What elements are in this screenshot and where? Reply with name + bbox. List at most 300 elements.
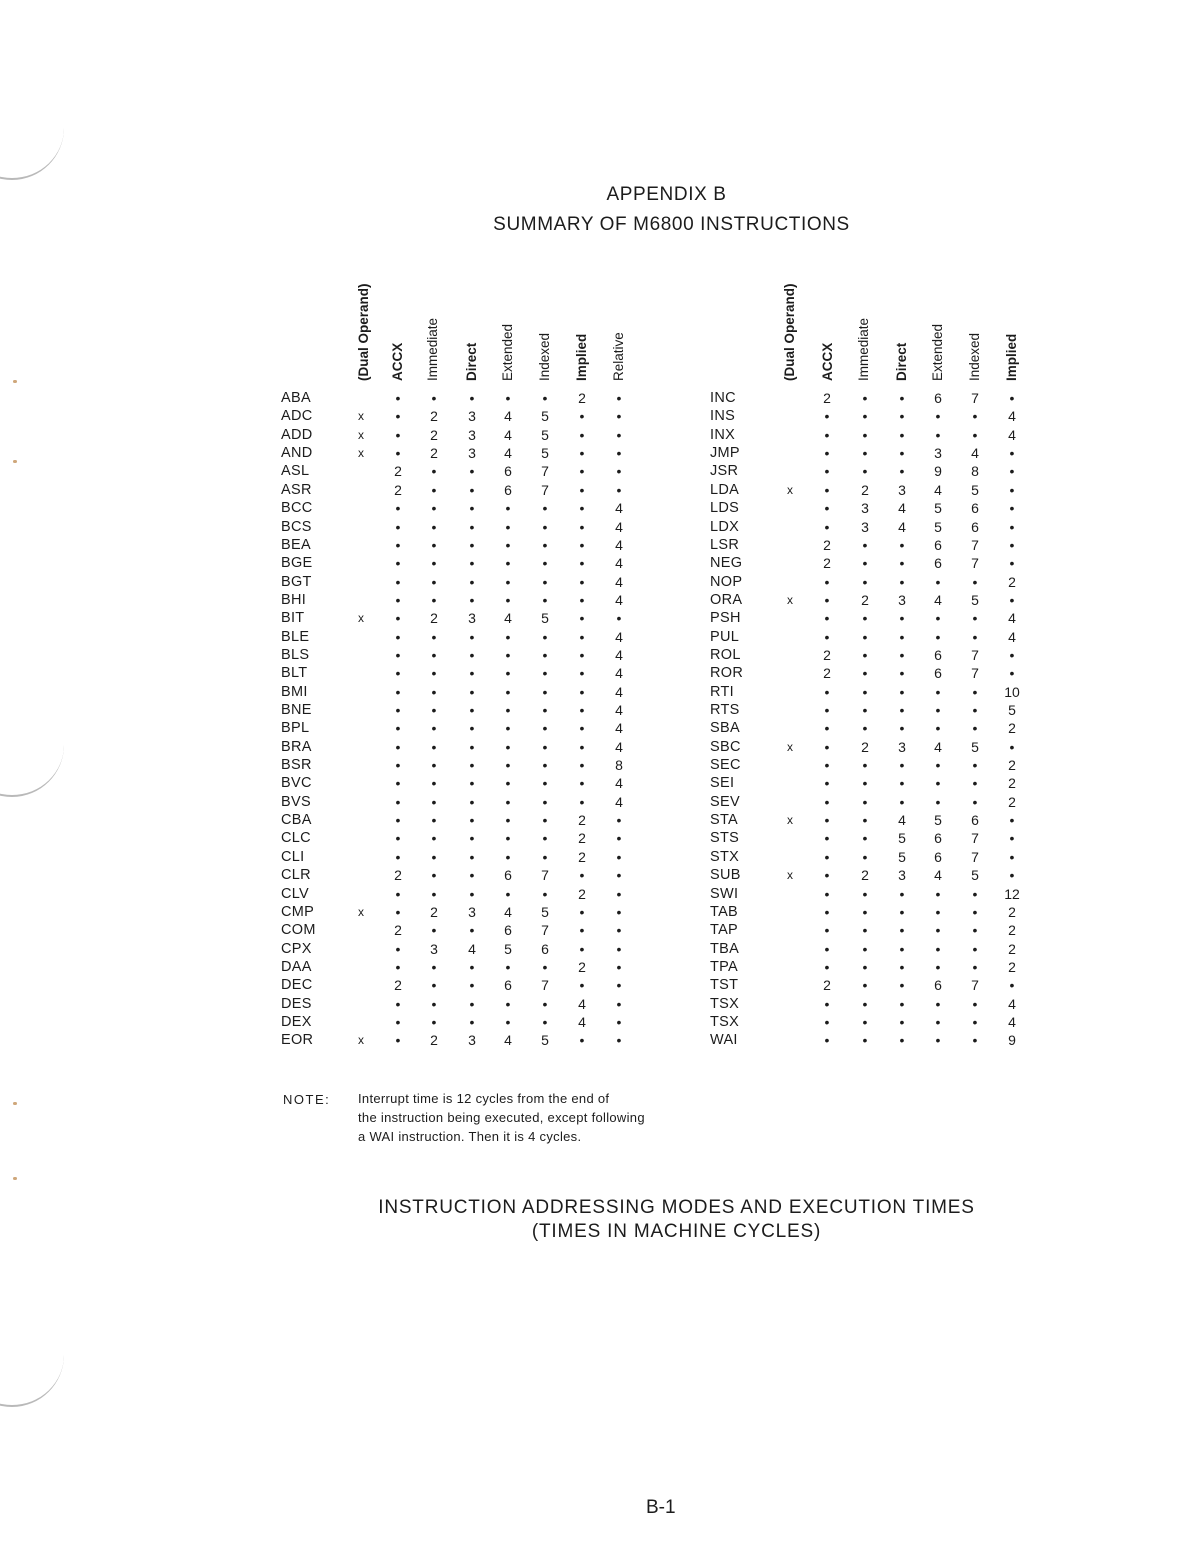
binder-hole-mark-middle: [0, 735, 64, 797]
cycle-cell: 2: [1008, 720, 1016, 737]
cycle-cell: 2: [578, 848, 586, 865]
cycle-cell: 2: [1008, 922, 1016, 939]
cycle-cell: •: [824, 848, 830, 865]
cycle-cell: •: [431, 775, 437, 792]
cycle-cell: 4: [615, 775, 623, 792]
left-header-accx: ACCX: [390, 342, 405, 381]
cycle-cell: •: [935, 903, 941, 920]
cycle-cell: •: [505, 591, 511, 608]
cycle-cell: •: [431, 995, 437, 1012]
cycle-cell: 3: [898, 481, 906, 498]
right-header-accx: ACCX: [820, 342, 835, 381]
cycle-cell: •: [579, 591, 585, 608]
cycle-cell: •: [542, 702, 548, 718]
instruction-mnemonic: AND: [281, 445, 313, 462]
cycle-cell: •: [431, 518, 437, 535]
cycle-cell: •: [862, 977, 868, 994]
cycle-cell: •: [899, 463, 905, 480]
cycle-cell: •: [824, 885, 830, 902]
instruction-mnemonic: DEX: [281, 1013, 312, 1030]
cycle-cell: 6: [971, 500, 979, 517]
cycle-cell: •: [431, 867, 437, 884]
instruction-mnemonic: TSX: [710, 1013, 740, 1030]
cycle-cell: •: [899, 628, 905, 645]
cycle-cell: 2: [430, 426, 438, 443]
cycle-cell: •: [862, 885, 868, 902]
right-header-direct: Direct: [894, 342, 909, 381]
cycle-cell: 4: [898, 500, 906, 517]
cycle-cell: •: [505, 958, 511, 975]
cycle-cell: •: [542, 500, 548, 517]
cycle-cell: 6: [971, 812, 979, 828]
cycle-cell: 4: [1008, 408, 1016, 425]
cycle-cell: 4: [615, 628, 623, 645]
cycle-cell: 2: [578, 812, 586, 828]
cycle-cell: •: [395, 665, 401, 682]
cycle-cell: 2: [430, 408, 438, 425]
cycle-cell: 6: [971, 518, 979, 535]
cycle-cell: 2: [394, 481, 402, 498]
cycle-cell: 2: [1008, 958, 1016, 975]
cycle-cell: •: [899, 702, 905, 718]
instruction-mnemonic: PSH: [710, 610, 741, 627]
instruction-mnemonic: NEG: [710, 555, 743, 572]
cycle-cell: •: [616, 390, 622, 406]
cycle-cell: •: [824, 518, 830, 535]
instruction-mnemonic: BGE: [281, 555, 313, 572]
cycle-cell: •: [395, 885, 401, 902]
cycle-cell: •: [469, 867, 475, 884]
cycle-cell: •: [431, 757, 437, 773]
cycle-cell: •: [579, 738, 585, 755]
cycle-cell: 4: [615, 738, 623, 755]
cycle-cell: •: [1009, 665, 1015, 682]
cycle-cell: •: [469, 683, 475, 700]
instruction-mnemonic: CBA: [281, 812, 312, 828]
dual-operand-cell: x: [358, 446, 364, 461]
left-header-direct: Direct: [464, 342, 479, 381]
cycle-cell: 4: [504, 1032, 512, 1049]
right-header-indexed: Indexed: [967, 332, 982, 381]
cycle-cell: 4: [504, 903, 512, 920]
instruction-mnemonic: ROR: [710, 665, 744, 682]
cycle-cell: •: [616, 610, 622, 627]
cycle-cell: •: [395, 903, 401, 920]
cycle-cell: •: [972, 793, 978, 810]
cycle-cell: •: [935, 720, 941, 737]
cycle-cell: •: [505, 665, 511, 682]
cycle-cell: 5: [541, 426, 549, 443]
cycle-cell: •: [862, 793, 868, 810]
cycle-cell: 2: [823, 646, 831, 663]
cycle-cell: •: [505, 830, 511, 847]
cycle-cell: •: [505, 995, 511, 1012]
cycle-cell: •: [469, 793, 475, 810]
cycle-cell: •: [469, 463, 475, 480]
instruction-mnemonic: TBA: [710, 940, 740, 957]
cycle-cell: 5: [971, 591, 979, 608]
cycle-cell: •: [469, 518, 475, 535]
cycle-cell: •: [862, 390, 868, 406]
scan-speck: [13, 380, 17, 383]
cycle-cell: •: [935, 683, 941, 700]
instruction-mnemonic: STS: [710, 830, 740, 847]
cycle-cell: 4: [898, 812, 906, 828]
instruction-mnemonic: BIT: [281, 610, 305, 627]
cycle-cell: •: [431, 390, 437, 406]
cycle-cell: 5: [541, 445, 549, 462]
cycle-cell: 5: [541, 903, 549, 920]
cycle-cell: •: [469, 1013, 475, 1030]
cycle-cell: 3: [898, 591, 906, 608]
cycle-cell: •: [431, 665, 437, 682]
cycle-cell: 3: [468, 408, 476, 425]
cycle-cell: •: [505, 573, 511, 590]
cycle-cell: •: [972, 757, 978, 773]
cycle-cell: 4: [934, 867, 942, 884]
cycle-cell: •: [431, 830, 437, 847]
instruction-mnemonic: ROL: [710, 646, 741, 663]
left-header-extended: Extended: [500, 323, 515, 381]
instruction-mnemonic: CLI: [281, 848, 305, 865]
cycle-cell: 7: [971, 848, 979, 865]
cycle-cell: •: [431, 885, 437, 902]
instruction-mnemonic: JMP: [710, 445, 740, 462]
cycle-cell: •: [395, 757, 401, 773]
cycle-cell: 7: [971, 665, 979, 682]
instruction-mnemonic: SEC: [710, 757, 741, 773]
cycle-cell: •: [824, 775, 830, 792]
cycle-cell: •: [616, 463, 622, 480]
cycle-cell: •: [542, 665, 548, 682]
instruction-mnemonic: BHI: [281, 591, 307, 608]
cycle-cell: •: [431, 977, 437, 994]
cycle-cell: 6: [504, 977, 512, 994]
cycle-cell: 2: [861, 481, 869, 498]
cycle-cell: 5: [541, 1032, 549, 1049]
cycle-cell: •: [395, 573, 401, 590]
cycle-cell: •: [824, 958, 830, 975]
cycle-cell: 4: [615, 646, 623, 663]
cycle-cell: •: [935, 757, 941, 773]
cycle-cell: 4: [971, 445, 979, 462]
cycle-cell: 5: [1008, 702, 1016, 718]
cycle-cell: •: [395, 591, 401, 608]
cycle-cell: 4: [615, 555, 623, 572]
instruction-mnemonic: TSX: [710, 995, 740, 1012]
cycle-cell: 2: [823, 977, 831, 994]
cycle-cell: •: [542, 812, 548, 828]
cycle-cell: •: [616, 940, 622, 957]
cycle-cell: 4: [934, 591, 942, 608]
cycle-cell: 4: [615, 536, 623, 553]
cycle-cell: •: [862, 903, 868, 920]
cycle-cell: •: [431, 463, 437, 480]
cycle-cell: 6: [504, 867, 512, 884]
cycle-cell: 5: [898, 830, 906, 847]
instruction-mnemonic: BLS: [281, 646, 310, 663]
cycle-cell: 6: [934, 646, 942, 663]
cycle-cell: 5: [971, 481, 979, 498]
cycle-cell: •: [616, 848, 622, 865]
cycle-cell: •: [505, 683, 511, 700]
instruction-mnemonic: BCC: [281, 500, 313, 517]
cycle-cell: •: [579, 922, 585, 939]
cycle-cell: •: [935, 573, 941, 590]
cycle-cell: •: [505, 757, 511, 773]
cycle-cell: •: [542, 683, 548, 700]
cycle-cell: •: [579, 702, 585, 718]
cycle-cell: •: [505, 848, 511, 865]
cycle-cell: 2: [823, 555, 831, 572]
cycle-cell: 12: [1004, 885, 1020, 902]
dual-operand-cell: x: [787, 482, 793, 497]
instruction-mnemonic: TAP: [710, 922, 739, 939]
cycle-cell: 9: [1008, 1032, 1016, 1049]
instruction-mnemonic: CLR: [281, 867, 311, 884]
cycle-cell: •: [862, 757, 868, 773]
cycle-cell: •: [431, 573, 437, 590]
cycle-cell: •: [935, 702, 941, 718]
table-caption-line2: (TIMES IN MACHINE CYCLES): [531, 1221, 822, 1242]
cycle-cell: •: [542, 757, 548, 773]
cycle-cell: •: [469, 646, 475, 663]
cycle-cell: •: [431, 848, 437, 865]
cycle-cell: 5: [934, 812, 942, 828]
cycle-cell: •: [431, 646, 437, 663]
cycle-cell: •: [579, 426, 585, 443]
cycle-cell: 6: [504, 481, 512, 498]
cycle-cell: •: [1009, 646, 1015, 663]
cycle-cell: •: [469, 591, 475, 608]
cycle-cell: 3: [861, 518, 869, 535]
cycle-cell: •: [542, 885, 548, 902]
cycle-cell: •: [616, 1032, 622, 1049]
cycle-cell: •: [469, 628, 475, 645]
cycle-cell: •: [824, 867, 830, 884]
cycle-cell: •: [972, 885, 978, 902]
cycle-cell: •: [431, 628, 437, 645]
cycle-cell: 2: [861, 867, 869, 884]
instruction-mnemonic: LDA: [710, 481, 740, 498]
cycle-cell: •: [431, 500, 437, 517]
cycle-cell: •: [431, 536, 437, 553]
cycle-cell: •: [824, 628, 830, 645]
cycle-cell: •: [579, 628, 585, 645]
cycle-cell: •: [579, 536, 585, 553]
cycle-cell: •: [469, 848, 475, 865]
cycle-cell: 3: [468, 426, 476, 443]
cycle-cell: 7: [971, 555, 979, 572]
cycle-cell: •: [899, 555, 905, 572]
cycle-cell: •: [1009, 867, 1015, 884]
cycle-cell: 3: [468, 903, 476, 920]
cycle-cell: •: [542, 720, 548, 737]
cycle-cell: •: [899, 995, 905, 1012]
cycle-cell: •: [899, 426, 905, 443]
cycle-cell: •: [824, 830, 830, 847]
cycle-cell: •: [542, 775, 548, 792]
cycle-cell: •: [972, 995, 978, 1012]
cycle-cell: •: [1009, 481, 1015, 498]
cycle-cell: 3: [898, 867, 906, 884]
cycle-cell: 6: [934, 848, 942, 865]
cycle-cell: 4: [934, 481, 942, 498]
instruction-mnemonic: ORA: [710, 591, 743, 608]
cycle-cell: •: [899, 720, 905, 737]
cycle-cell: •: [616, 445, 622, 462]
cycle-cell: 7: [541, 481, 549, 498]
cycle-cell: •: [542, 591, 548, 608]
cycle-cell: •: [899, 1013, 905, 1030]
cycle-cell: •: [824, 720, 830, 737]
cycle-cell: 6: [504, 922, 512, 939]
cycle-cell: •: [824, 445, 830, 462]
cycle-cell: •: [972, 628, 978, 645]
cycle-cell: •: [395, 646, 401, 663]
cycle-cell: •: [616, 426, 622, 443]
cycle-cell: •: [542, 518, 548, 535]
left-header-indexed: Indexed: [537, 332, 552, 381]
cycle-cell: •: [972, 408, 978, 425]
cycle-cell: •: [469, 665, 475, 682]
cycle-cell: •: [395, 1013, 401, 1030]
binder-hole-mark-bottom: [0, 1345, 64, 1407]
instruction-mnemonic: DEC: [281, 977, 313, 994]
cycle-cell: 8: [971, 463, 979, 480]
cycle-cell: •: [935, 995, 941, 1012]
cycle-cell: •: [1009, 738, 1015, 755]
cycle-cell: •: [579, 867, 585, 884]
cycle-cell: •: [395, 775, 401, 792]
cycle-cell: 2: [1008, 793, 1016, 810]
cycle-cell: 6: [934, 665, 942, 682]
cycle-cell: •: [824, 702, 830, 718]
cycle-cell: •: [616, 408, 622, 425]
cycle-cell: •: [579, 1032, 585, 1049]
right-header-extended: Extended: [930, 323, 945, 381]
cycle-cell: •: [899, 775, 905, 792]
cycle-cell: •: [395, 390, 401, 406]
cycle-cell: •: [395, 793, 401, 810]
note-label: NOTE:: [283, 1092, 331, 1107]
instruction-mnemonic: BPL: [281, 720, 310, 737]
cycle-cell: •: [431, 720, 437, 737]
dual-operand-cell: x: [358, 1033, 364, 1048]
cycle-cell: •: [395, 408, 401, 425]
cycle-cell: •: [899, 665, 905, 682]
instruction-mnemonic: TPA: [710, 958, 739, 975]
cycle-cell: •: [899, 445, 905, 462]
cycle-cell: •: [862, 610, 868, 627]
instruction-mnemonic: CMP: [281, 903, 315, 920]
cycle-cell: •: [395, 445, 401, 462]
cycle-cell: 8: [615, 757, 623, 773]
cycle-cell: 4: [504, 426, 512, 443]
dual-operand-cell: x: [787, 739, 793, 754]
cycle-cell: •: [469, 977, 475, 994]
cycle-cell: •: [579, 610, 585, 627]
instruction-mnemonic: LDX: [710, 518, 740, 535]
instruction-mnemonic: WAI: [710, 1032, 738, 1049]
cycle-cell: 6: [541, 940, 549, 957]
cycle-cell: •: [579, 940, 585, 957]
cycle-cell: •: [469, 830, 475, 847]
cycle-cell: •: [935, 885, 941, 902]
cycle-cell: •: [616, 977, 622, 994]
cycle-cell: •: [862, 995, 868, 1012]
cycle-cell: •: [505, 812, 511, 828]
cycle-cell: 5: [971, 738, 979, 755]
cycle-cell: •: [862, 555, 868, 572]
cycle-cell: •: [935, 958, 941, 975]
cycle-cell: •: [935, 1013, 941, 1030]
cycle-cell: •: [824, 463, 830, 480]
cycle-cell: •: [616, 958, 622, 975]
instruction-mnemonic: DAA: [281, 958, 312, 975]
cycle-cell: 4: [1008, 628, 1016, 645]
instruction-mnemonic: DES: [281, 995, 312, 1012]
cycle-cell: •: [824, 591, 830, 608]
cycle-cell: •: [824, 757, 830, 773]
cycle-cell: •: [862, 426, 868, 443]
cycle-cell: •: [542, 738, 548, 755]
instruction-mnemonic: INS: [710, 408, 736, 425]
cycle-cell: •: [469, 500, 475, 517]
cycle-cell: 2: [394, 463, 402, 480]
cycle-cell: •: [824, 793, 830, 810]
instruction-mnemonic: BVS: [281, 793, 311, 810]
cycle-cell: •: [972, 1013, 978, 1030]
cycle-cell: •: [395, 702, 401, 718]
instruction-mnemonic: STA: [710, 812, 739, 828]
right-header-dual-operand: (Dual Operand): [782, 283, 797, 381]
cycle-cell: •: [469, 995, 475, 1012]
cycle-cell: 4: [615, 720, 623, 737]
cycle-cell: •: [431, 793, 437, 810]
dual-operand-cell: x: [358, 427, 364, 442]
cycle-cell: •: [1009, 830, 1015, 847]
cycle-cell: •: [395, 1032, 401, 1049]
cycle-cell: •: [972, 426, 978, 443]
instruction-mnemonic: SUB: [710, 867, 741, 884]
cycle-cell: •: [505, 775, 511, 792]
cycle-cell: •: [505, 793, 511, 810]
cycle-cell: •: [824, 426, 830, 443]
cycle-cell: •: [824, 940, 830, 957]
instruction-mnemonic: CPX: [281, 940, 312, 957]
cycle-cell: •: [935, 408, 941, 425]
cycle-cell: •: [579, 683, 585, 700]
cycle-cell: •: [542, 995, 548, 1012]
instruction-mnemonic: SBC: [710, 738, 741, 755]
dual-operand-cell: x: [358, 611, 364, 626]
cycle-cell: •: [542, 793, 548, 810]
cycle-cell: •: [899, 573, 905, 590]
cycle-cell: •: [824, 922, 830, 939]
cycle-cell: •: [899, 646, 905, 663]
cycle-cell: •: [972, 1032, 978, 1049]
instruction-mnemonic: ABA: [281, 390, 311, 406]
cycle-cell: •: [469, 702, 475, 718]
note-line: the instruction being executed, except following: [358, 1110, 645, 1125]
cycle-cell: 2: [578, 958, 586, 975]
instruction-mnemonic: JSR: [710, 463, 739, 480]
cycle-cell: •: [972, 702, 978, 718]
instruction-mnemonic: INX: [710, 426, 736, 443]
scan-speck: [13, 1177, 17, 1180]
cycle-cell: •: [579, 500, 585, 517]
